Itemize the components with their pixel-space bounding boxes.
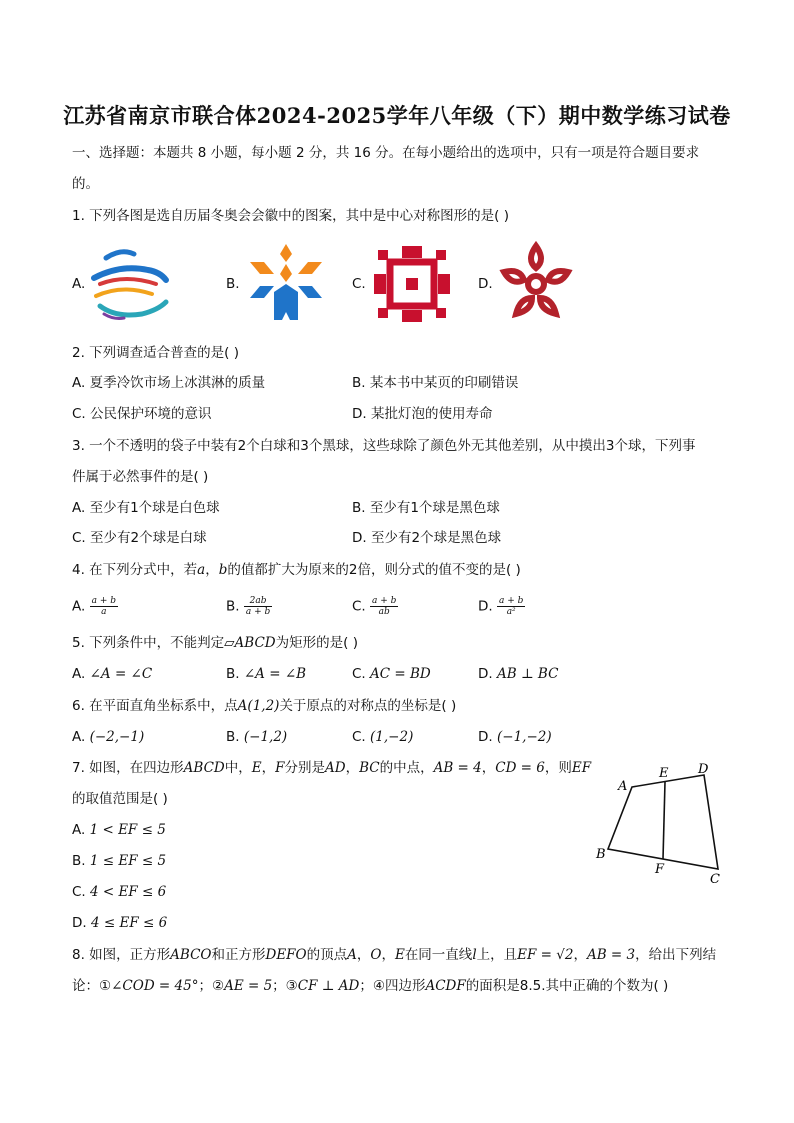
q3-option-a: A. 至少有1个球是白色球	[72, 500, 220, 516]
fig-label-e: E	[659, 766, 669, 781]
q4-fraction-a-num: a + b	[91, 596, 116, 606]
q3-stem-line1: 3. 一个不透明的袋子中装有2个白球和3个黑球，这些球除了颜色外无其他差别，从中摸出3个球，下列事	[72, 438, 696, 454]
snowflake-emblem-icon	[244, 240, 328, 324]
q4-fraction-a-den: a	[101, 607, 107, 617]
q1-stem: 1. 下列各图是选自历届冬奥会会徽中的图案，其中是中心对称图形的是( )	[72, 208, 509, 224]
q5-stem-pre: 5. 下列条件中，不能判定	[72, 635, 225, 651]
q8-l2-math-1: ∠COD = 45°	[111, 978, 199, 994]
q7-text-5: ，	[345, 760, 360, 776]
q5-option-a-math: ∠A = ∠C	[89, 666, 153, 682]
q8-text-2: 和正方形	[211, 947, 266, 963]
fig-label-b: B	[596, 847, 606, 862]
q5-stem-math: ▱ABCD	[224, 635, 276, 651]
q3-stem-line2: 件属于必然事件的是( )	[72, 469, 209, 485]
q4-option-b	[226, 596, 272, 617]
q8-text-4: ，	[356, 947, 371, 963]
q2-option-c: C. 公民保护环境的意识	[72, 406, 212, 422]
q7-option-a-math: 1 < EF ≤ 5	[89, 822, 166, 838]
q4-fraction-c-den: ab	[378, 607, 390, 617]
q7-label-b: B.	[72, 853, 86, 869]
q4-fraction-b-num: 2ab	[244, 596, 272, 607]
q8-l2-math-3: CF ⊥ AD	[297, 978, 360, 994]
q8-text-1: 8. 如图，正方形	[72, 947, 171, 963]
q4-var-b: b	[218, 562, 228, 578]
q8-stem-line1	[72, 945, 716, 965]
q7-text-7: ，	[481, 760, 496, 776]
q8-math-5: E	[394, 947, 405, 963]
q7-text-6: 的中点，	[379, 760, 434, 776]
q3-option-b: B. 至少有1个球是黑色球	[352, 500, 500, 516]
q8-l2-text-4: ；④四边形	[359, 978, 426, 994]
q8-math-2: DEFO	[265, 947, 307, 963]
q7-text-1: 7. 如图，在四边形	[72, 760, 184, 776]
q7-label-a: A.	[72, 822, 86, 838]
q7-text-8: ，则	[544, 760, 572, 776]
section-instruction-line1: 一、选择题：本题共 8 小题，每小题 2 分，共 16 分。在每小题给出的选项中，只有一项是符合题目要求	[72, 145, 700, 161]
q4-label-a: A.	[72, 598, 86, 615]
q4-fraction-d-num: a + b	[498, 596, 524, 606]
q8-text-9: ，给出下列结	[635, 947, 717, 963]
q4-option-c	[352, 596, 398, 617]
q7-text-4: 分别是	[284, 760, 325, 776]
q6-option-a-math: (−2,−1)	[89, 729, 145, 745]
q8-l2-text-3: ；③	[272, 978, 298, 994]
q6-label-d: D.	[478, 729, 493, 745]
q7-stem-line1	[72, 758, 591, 778]
q7-math-3: F	[275, 760, 285, 776]
q7-option-b-math: 1 ≤ EF ≤ 5	[89, 853, 167, 869]
q6-stem-pre: 6. 在平面直角坐标系中，点	[72, 698, 238, 714]
q8-math-7: EF = √2	[517, 947, 574, 963]
q5-option-d-math: AB ⊥ BC	[496, 666, 559, 682]
q6-option-d	[478, 727, 552, 747]
q7-option-b	[72, 851, 166, 871]
fig-label-d: D	[698, 762, 709, 777]
q5-label-b: B.	[226, 666, 240, 682]
q6-label-b: B.	[226, 729, 240, 745]
q3-option-d: D. 至少有2个球是黑色球	[352, 530, 502, 546]
q2-option-b: B. 某本书中某页的印刷错误	[352, 375, 519, 391]
q7-option-d-math: 4 ≤ EF ≤ 6	[90, 915, 168, 931]
q7-quadrilateral-figure	[588, 757, 728, 891]
q1-label-b: B.	[226, 276, 240, 292]
q5-label-c: C.	[352, 666, 366, 682]
q6-stem	[72, 696, 456, 716]
exam-title: 江苏省南京市联合体2024-2025学年八年级（下）期中数学练习试卷	[63, 103, 731, 128]
q8-math-6: l	[472, 947, 477, 963]
q8-text-6: 在同一直线	[404, 947, 473, 963]
q7-math-5: BC	[359, 760, 380, 776]
q5-stem	[72, 633, 358, 653]
q5-stem-post: 为矩形的是( )	[275, 635, 358, 651]
q7-option-a	[72, 820, 166, 840]
q6-label-a: A.	[72, 729, 86, 745]
q8-stem-line2	[72, 976, 668, 996]
q5-option-c	[352, 664, 431, 684]
q4-fraction-b-den: a + b	[245, 607, 271, 617]
q6-option-c	[352, 727, 413, 747]
q4-option-a	[72, 596, 118, 617]
q6-option-a	[72, 727, 144, 747]
q8-text-5: ，	[381, 947, 395, 963]
q8-math-1: ABCO	[170, 947, 212, 963]
q5-option-b-math: ∠A = ∠B	[243, 666, 307, 682]
q3-option-c: C. 至少有2个球是白球	[72, 530, 207, 546]
q5-label-d: D.	[478, 666, 493, 682]
fig-label-c: C	[710, 872, 720, 887]
q8-math-3: A	[347, 947, 357, 963]
q4-label-d: D.	[478, 598, 493, 615]
q7-option-c-math: 4 < EF ≤ 6	[90, 884, 167, 900]
q7-stem-line2: 的取值范围是( )	[72, 791, 168, 807]
q5-option-c-math: AC = BD	[370, 666, 431, 682]
q4-var-a: a	[197, 562, 206, 578]
q4-option-d	[478, 596, 525, 617]
q4-fraction-d-den: a²	[506, 607, 516, 617]
q7-math-2: E	[251, 760, 262, 776]
q6-stem-math: A(1,2)	[237, 698, 280, 714]
q4-fraction-d	[497, 596, 525, 617]
q4-stem-pre: 4. 在下列分式中，若	[72, 562, 198, 578]
q4-fraction-c-num: a + b	[372, 596, 397, 606]
q2-option-a: A. 夏季冷饮市场上冰淇淋的质量	[72, 375, 266, 391]
q7-label-d: D.	[72, 915, 87, 931]
fig-label-a: A	[618, 779, 628, 794]
q4-label-b: B.	[226, 598, 240, 615]
q5-option-d	[478, 664, 558, 684]
q4-stem-mid: ，	[205, 562, 219, 578]
q5-label-a: A.	[72, 666, 86, 682]
q7-option-d	[72, 913, 167, 933]
q8-text-8: ，	[573, 947, 587, 963]
q4-fraction-c	[370, 596, 398, 617]
section-instruction-line2: 的。	[72, 176, 99, 192]
q8-l2-math-2: AE = 5	[224, 978, 273, 994]
winter-olympics-2022-emblem-icon	[86, 244, 172, 322]
q1-label-a: A.	[72, 276, 86, 292]
q7-math-8: EF	[571, 760, 592, 776]
q6-label-c: C.	[352, 729, 366, 745]
q7-text-3: ，	[261, 760, 276, 776]
q2-option-d: D. 某批灯泡的使用寿命	[352, 406, 493, 422]
q6-stem-post: 关于原点的对称点的坐标是( )	[279, 698, 457, 714]
q8-text-3: 的顶点	[306, 947, 348, 963]
q7-label-c: C.	[72, 884, 86, 900]
q1-label-c: C.	[352, 276, 366, 292]
q7-math-6: AB = 4	[433, 760, 482, 776]
q8-l2-text-5: 的面积是8.5.其中正确的个数为( )	[465, 978, 669, 994]
q4-fraction-a	[90, 596, 118, 617]
q7-math-1: ABCD	[183, 760, 225, 776]
q4-label-c: C.	[352, 598, 366, 615]
q5-option-a	[72, 664, 152, 684]
q5-option-b	[226, 664, 306, 684]
q6-option-b	[226, 727, 287, 747]
q6-option-b-math: (−1,2)	[243, 729, 288, 745]
q7-option-c	[72, 882, 166, 902]
q8-l2-text-2: ；②	[198, 978, 225, 994]
q4-fraction-b	[244, 596, 272, 617]
q8-math-4: O	[370, 947, 382, 963]
q8-math-8: AB = 3	[586, 947, 636, 963]
q8-text-7: 上，且	[476, 947, 518, 963]
q7-math-7: CD = 6	[495, 760, 545, 776]
q8-l2-math-4: ACDF	[425, 978, 466, 994]
q4-stem-post: 的值都扩大为原来的2倍，则分式的值不变的是( )	[227, 562, 521, 578]
q6-option-d-math: (−1,−2)	[496, 729, 552, 745]
q2-stem: 2. 下列调查适合普查的是( )	[72, 345, 239, 361]
q4-stem	[72, 560, 521, 580]
q1-label-d: D.	[478, 276, 493, 292]
q8-l2-text-1: 论：①	[72, 978, 112, 994]
red-square-emblem-icon	[372, 244, 452, 324]
segment-ef	[663, 782, 665, 859]
q7-math-4: AD	[324, 760, 346, 776]
fig-label-f: F	[655, 862, 665, 877]
q7-text-2: 中，	[224, 760, 252, 776]
q6-option-c-math: (1,−2)	[370, 729, 414, 745]
red-snowflake-emblem-icon	[494, 240, 578, 324]
